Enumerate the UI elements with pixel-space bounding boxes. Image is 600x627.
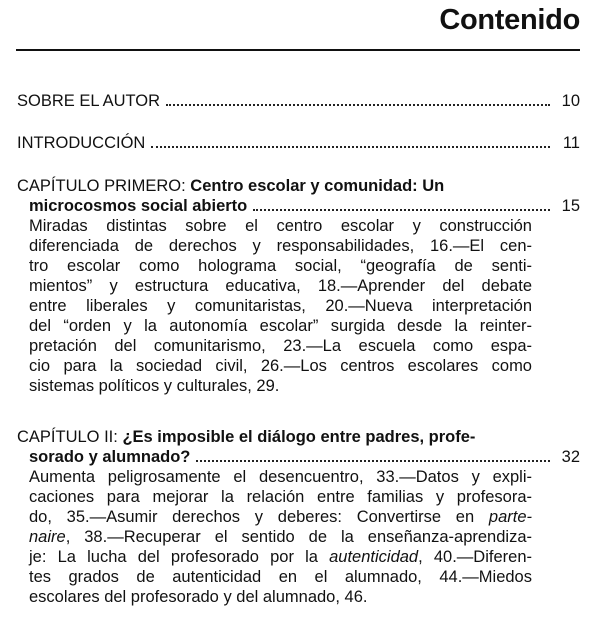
summary-line: escolares del profesorado y del alumnado, 46. [29, 588, 368, 606]
summary-line [29, 547, 532, 567]
chapter-title-line-1: ¿Es imposible el diálogo entre padres, profe- [122, 428, 476, 446]
chapter-title-row [17, 196, 580, 216]
chapter-summary [17, 467, 580, 607]
chapter-title-line-1: Centro escolar y comunidad: Un [190, 177, 445, 195]
chapter-summary [17, 216, 580, 396]
page-title: Contenido [439, 4, 580, 36]
title-rule [16, 49, 580, 51]
toc-entry-label: INTRODUCCIÓN [17, 134, 146, 152]
toc-page-number: 15 [561, 197, 580, 215]
summary-line: caciones para mejorar la relación entre familias y profesora- [29, 488, 532, 506]
summary-line [29, 507, 532, 527]
summary-line: tro escolar como holograma social, “geografía de senti- [29, 257, 532, 275]
chapter-title-row [17, 447, 580, 467]
toc-chapter-2 [17, 427, 580, 607]
toc-page-number: 11 [562, 134, 580, 152]
toc-entry-label: SOBRE EL AUTOR [17, 92, 161, 110]
summary-text: je: La lucha del profesorado por la [29, 548, 330, 566]
chapter-prefix: CAPÍTULO PRIMERO: [17, 177, 191, 195]
summary-line: Miradas distintas sobre el centro escolar y construcción [29, 217, 532, 235]
summary-line: diferenciada de derechos y responsabilidades, 16.—El cen- [29, 237, 532, 255]
chapter-heading [17, 176, 580, 196]
summary-italic: naire [29, 528, 66, 546]
summary-line: sistemas políticos y culturales, 29. [29, 377, 280, 395]
toc-page-number: 10 [561, 92, 580, 110]
summary-text: , 38.—Recuperar el sentido de la enseñanza-aprendiza- [65, 528, 532, 546]
summary-line: tes grados de autenticidad en el alumnado, 44.—Miedos [29, 568, 532, 586]
chapter-title-line-2: sorado y alumnado? [29, 448, 191, 466]
chapter-title-line-2: microcosmos social abierto [29, 197, 248, 215]
summary-line: del “orden y la autonomía escolar” surgida desde la reinter- [29, 317, 532, 335]
dot-leader [166, 104, 550, 106]
summary-line: Aumenta peligrosamente el desencuentro, 33.—Datos y expli- [29, 468, 532, 486]
summary-italic: autenticidad [329, 548, 419, 566]
summary-line: entre liberales y comunitaristas, 20.—Nueva interpretación [29, 297, 532, 315]
toc-page-number: 32 [561, 448, 580, 466]
summary-italic: parte- [488, 508, 532, 526]
summary-line [29, 527, 532, 547]
summary-text: do, 35.—Asumir derechos y deberes: Convertirse en [29, 508, 489, 526]
toc-entry-introduccion [17, 133, 580, 153]
summary-line: mientos” y estructura educativa, 18.—Aprender del debate [29, 277, 532, 295]
dot-leader [253, 209, 550, 211]
toc-chapter-1 [17, 176, 580, 396]
summary-line: cio para la sociedad civil, 26.—Los centros escolares como [29, 357, 532, 375]
chapter-heading [17, 427, 580, 447]
dot-leader [196, 460, 550, 462]
chapter-prefix: CAPÍTULO II: [17, 428, 123, 446]
toc-entry-sobre-el-autor [17, 91, 580, 111]
summary-line: pretación del comunitarismo, 23.—La escuela como espa- [29, 337, 532, 355]
summary-text: , 40.—Diferen- [418, 548, 532, 566]
dot-leader [151, 146, 550, 148]
